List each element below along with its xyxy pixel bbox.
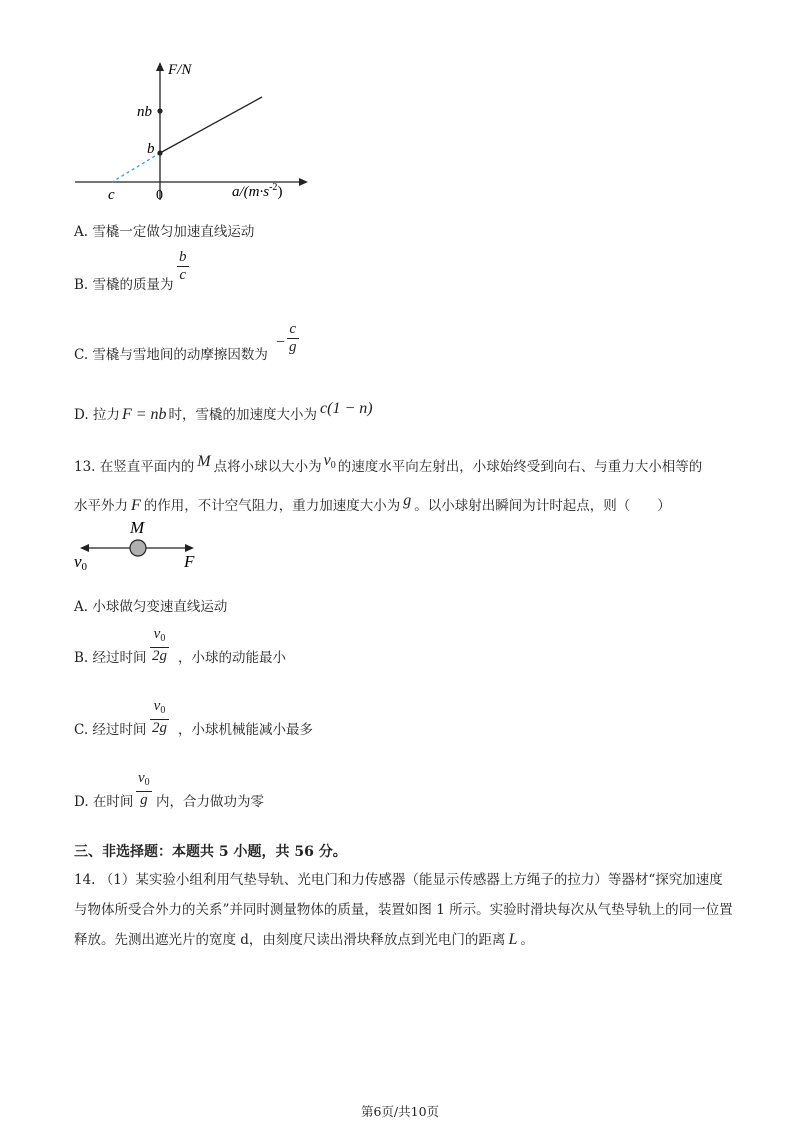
force-arrow-head <box>185 544 194 552</box>
q12-option-c-sign: − <box>276 334 286 351</box>
q13-option-c-suffix: ，小球机械能减小最多 <box>178 722 313 738</box>
x-axis-label: $a/(m\cdot s^{-2})$ <box>232 182 283 200</box>
q14-paragraph: 14. （1）某实验小组利用气垫导轨、光电门和力传感器（能显示传感器上方绳子的拉力）等器材“探究加速度与物体所受合外力的关系”并同时测量物体的质量，装置如图 1 所示。实验时滑块每次从气垫导轨上的同一位置释放。先测出遮光片的宽度 d，由刻度尺读出滑块释放点到光电门的距离 L 。 <box>74 872 733 948</box>
ball <box>130 540 146 556</box>
q12-option-d-text: D. 拉力 F = nb 时，雪橇的加速度大小为 c(1 − n) <box>74 400 373 423</box>
y-axis-label: F/N <box>168 62 192 78</box>
q13-option-b-text: B. 经过时间 <box>74 650 147 666</box>
fig-label-f: F <box>184 552 195 571</box>
force-acceleration-graph <box>70 55 320 205</box>
q12-option-a: A. 雪橇一定做匀加速直线运动 <box>74 224 255 240</box>
q13-stem-line1: 13. 在竖直平面内的 M 点将小球以大小为 $v_0$ 的速度水平向左射出，小球始终受到向右、与重力大小相等的 <box>74 452 703 475</box>
y-axis-arrow <box>156 62 164 71</box>
q13-option-a: A. 小球做匀变速直线运动 <box>74 599 228 615</box>
section-title: 三、非选择题：本题共 5 小题，共 56 分。 <box>74 844 347 860</box>
c-label: c <box>108 187 115 203</box>
q13-option-b-fraction: $v_0$ 2g <box>152 626 167 664</box>
q12-option-b-text: B. 雪橇的质量为 <box>74 277 174 293</box>
q13-stem-line2: 水平外力 F 的作用，不计空气阻力，重力加速度大小为 g 。以小球射出瞬间为计时起点，则（ ） <box>74 492 671 514</box>
q12-option-c-fraction: c g <box>289 321 297 355</box>
fig-label-v0: v0 <box>74 552 88 573</box>
q13-option-c-text: C. 经过时间 <box>74 722 147 738</box>
page-footer: 第6页/共10页 <box>360 1104 440 1119</box>
graph-line <box>160 97 262 153</box>
fig-label-m: M <box>130 518 145 537</box>
point-b <box>157 150 162 155</box>
q13-ball-figure <box>70 518 210 573</box>
b-label: b <box>147 141 155 157</box>
q12-option-b-fraction: b c <box>179 249 187 283</box>
dashed-extension <box>112 153 160 182</box>
q13-option-c-fraction: $v_0$ 2g <box>152 698 167 736</box>
q12-option-c-text: C. 雪橇与雪地间的动摩擦因数为 <box>74 347 268 363</box>
q13-option-d-text: D. 在时间 <box>74 794 134 810</box>
q13-option-d-fraction: $v_0$ g <box>138 770 150 808</box>
q13-option-d-suffix: 内，合力做功为零 <box>156 794 264 810</box>
x-axis-arrow <box>299 178 308 186</box>
velocity-arrow-head <box>80 544 89 552</box>
nb-label: nb <box>137 104 152 120</box>
point-nb <box>157 108 162 113</box>
origin-label: 0 <box>156 188 163 203</box>
q13-option-b-suffix: ，小球的动能最小 <box>178 650 286 666</box>
